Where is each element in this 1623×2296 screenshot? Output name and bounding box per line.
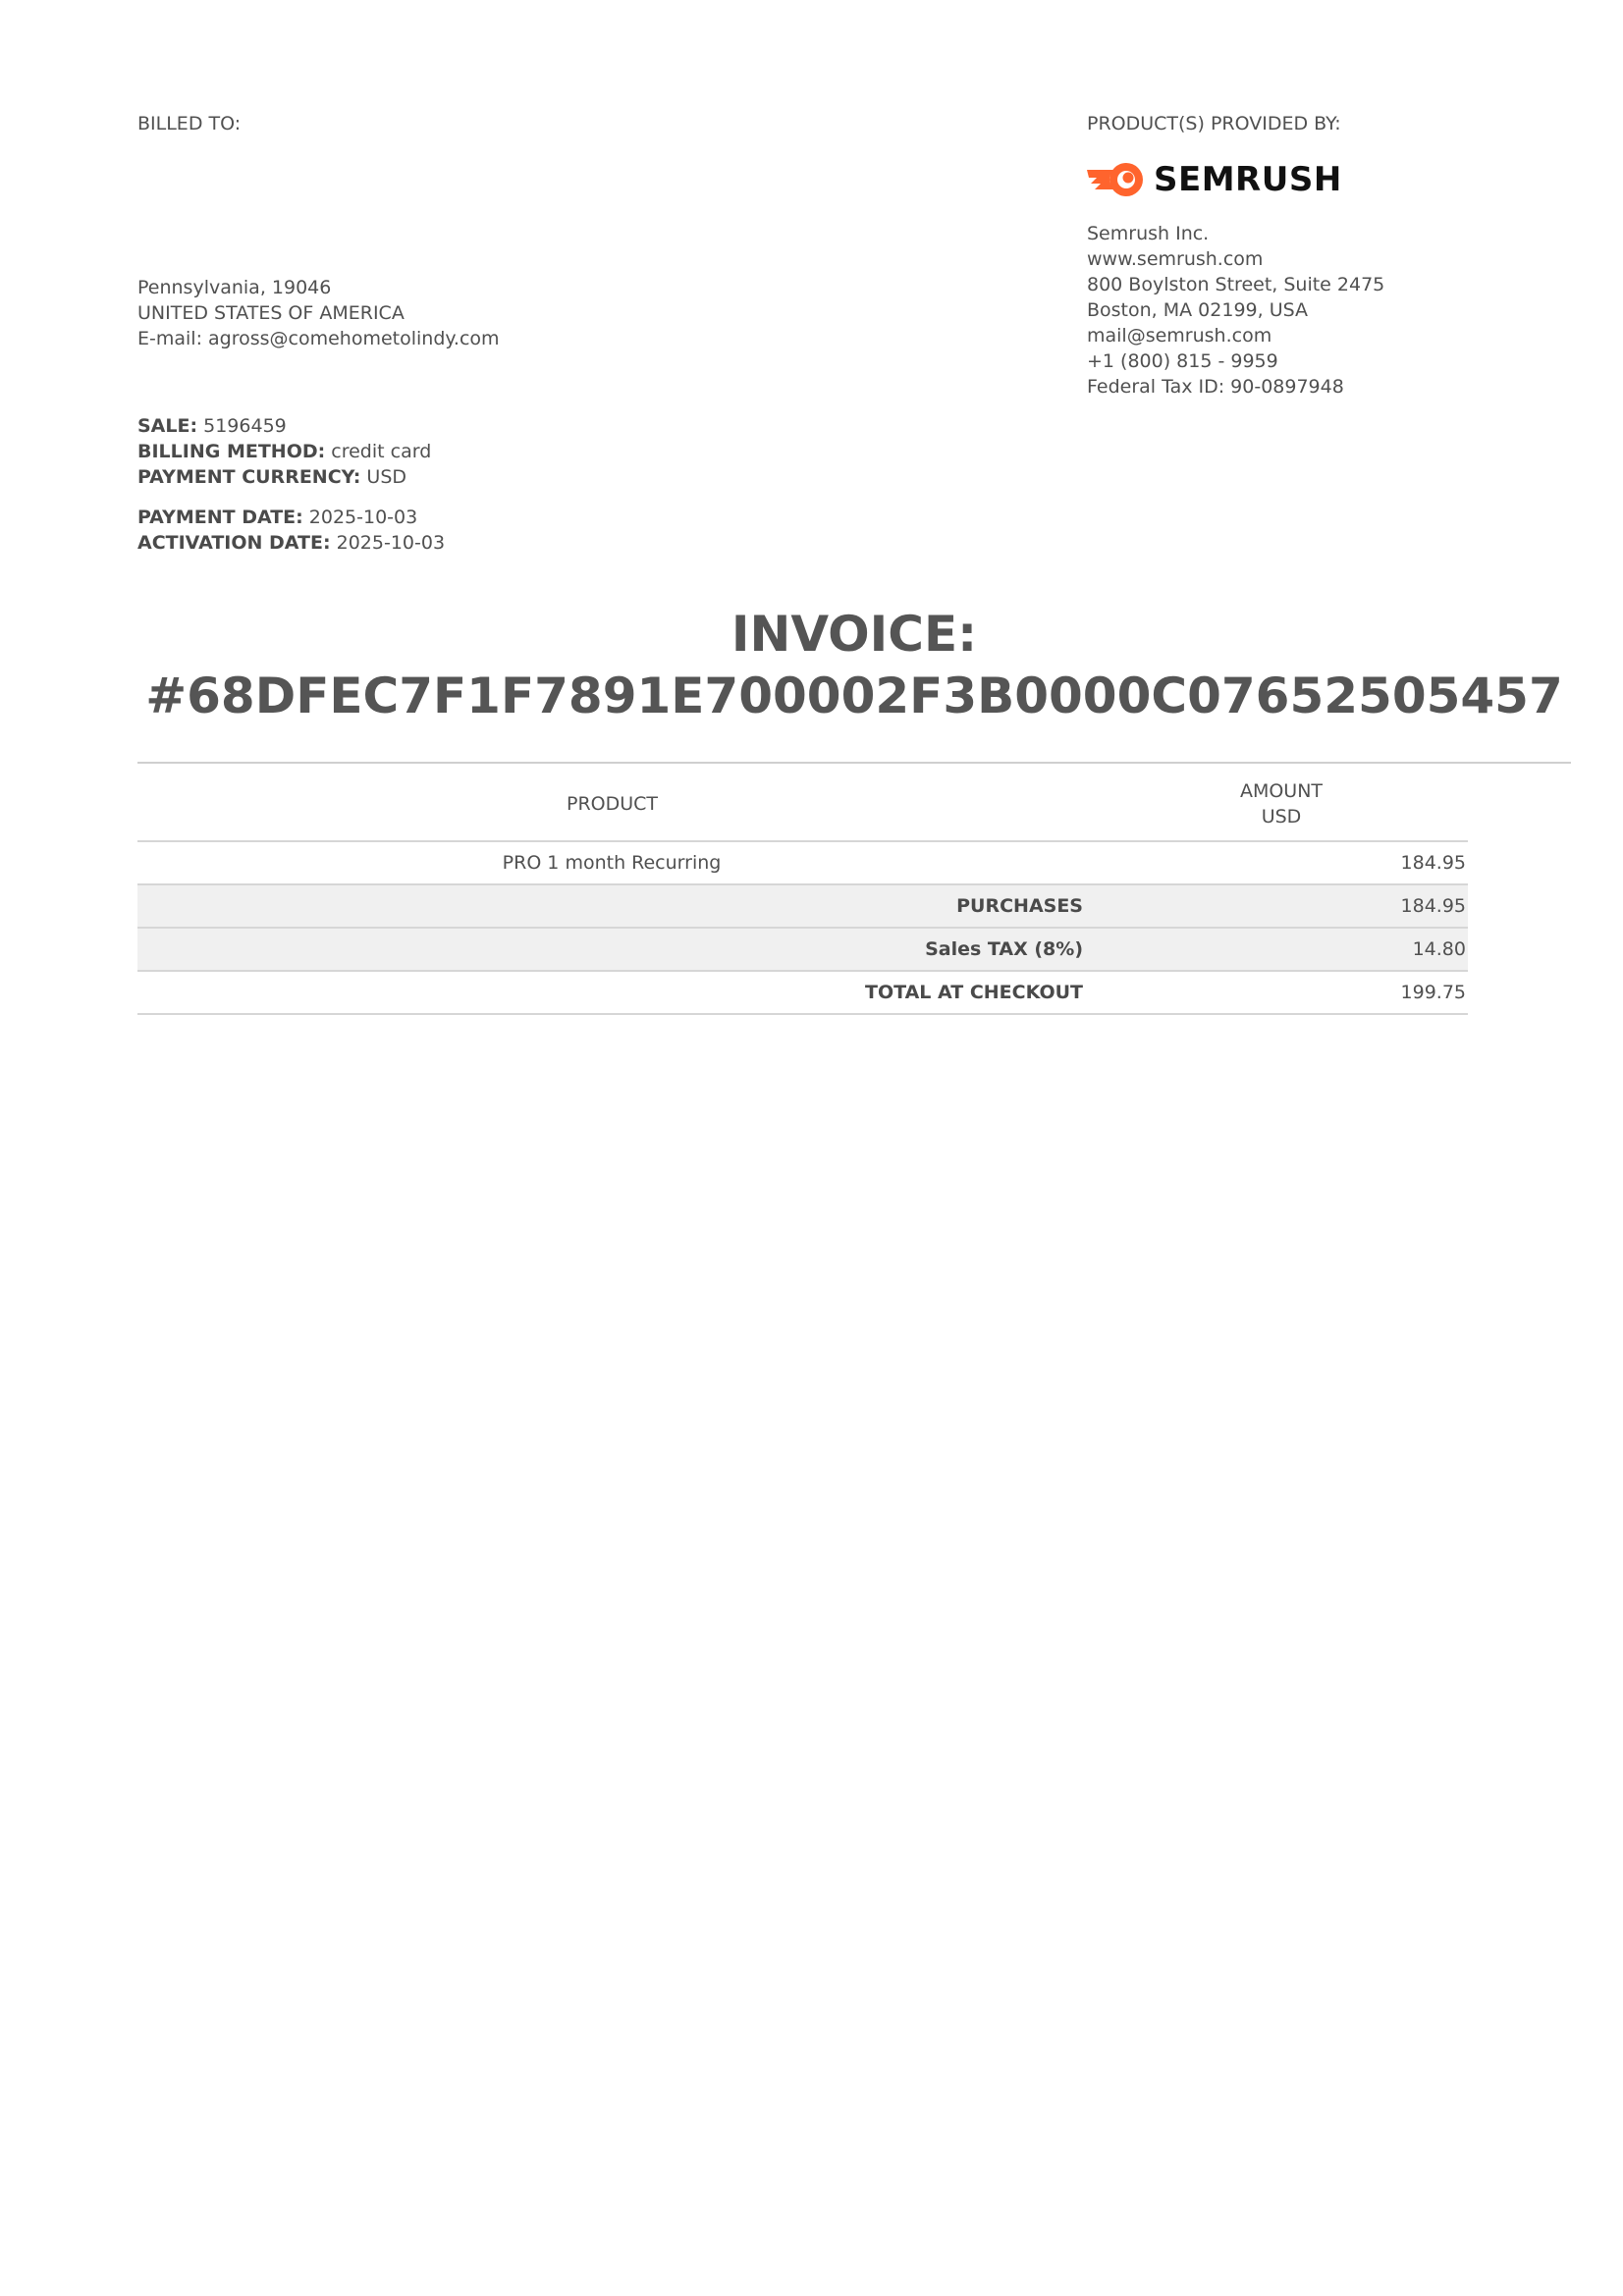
sale-value: 5196459 <box>203 415 287 437</box>
total-label: TOTAL AT CHECKOUT <box>137 971 1086 1014</box>
item-product: PRO 1 month Recurring <box>137 841 1086 884</box>
activation-date-row <box>137 530 445 556</box>
billing-method-value: credit card <box>331 441 432 462</box>
invoice-items-table <box>137 768 1468 1015</box>
semrush-logo <box>1085 159 1342 200</box>
semrush-logo-text: SEMRUSH <box>1154 160 1342 199</box>
activation-date-label: ACTIVATION DATE: <box>137 532 331 554</box>
header-product: PRODUCT <box>137 768 1086 841</box>
purchases-amount: 184.95 <box>1086 884 1468 928</box>
payment-currency-value: USD <box>366 466 407 488</box>
billed-address-line: UNITED STATES OF AMERICA <box>137 302 405 324</box>
title-divider <box>137 762 1571 764</box>
provider-company: Semrush Inc. <box>1087 223 1210 244</box>
table-row <box>137 841 1468 884</box>
invoice-title: INVOICE: <box>730 606 978 663</box>
billed-to-address <box>137 275 500 351</box>
payment-info <box>137 505 445 556</box>
invoice-number: #68DFEC7F1F7891E700002F3B0000C07652505457 <box>145 667 1563 724</box>
tax-amount: 14.80 <box>1086 928 1468 971</box>
provider-tax-id: Federal Tax ID: 90-0897948 <box>1087 376 1344 398</box>
sale-label: SALE: <box>137 415 198 437</box>
activation-date-value: 2025-10-03 <box>336 532 446 554</box>
total-row <box>137 971 1468 1014</box>
provider-website: www.semrush.com <box>1087 248 1264 270</box>
billed-email: E-mail: agross@comehometolindy.com <box>137 328 500 349</box>
table-header-row <box>137 768 1468 841</box>
provider-phone: +1 (800) 815 - 9959 <box>1087 350 1278 372</box>
provider-heading: PRODUCT(S) PROVIDED BY: <box>1087 113 1341 134</box>
billing-method-label: BILLING METHOD: <box>137 441 326 462</box>
header-amount <box>1086 768 1468 841</box>
purchases-label: PURCHASES <box>137 884 1086 928</box>
tax-row <box>137 928 1468 971</box>
provider-email: mail@semrush.com <box>1087 325 1272 347</box>
provider-city: Boston, MA 02199, USA <box>1087 299 1309 321</box>
payment-date-value: 2025-10-03 <box>308 507 418 528</box>
billed-to-heading: BILLED TO: <box>137 113 242 134</box>
sale-info <box>137 413 431 490</box>
tax-label: Sales TAX (8%) <box>137 928 1086 971</box>
billed-address-line: Pennsylvania, 19046 <box>137 277 332 298</box>
total-amount: 199.75 <box>1086 971 1468 1014</box>
header-amount-label: AMOUNT <box>1239 780 1324 802</box>
payment-date-row <box>137 505 445 530</box>
provider-address <box>1087 221 1384 400</box>
payment-date-label: PAYMENT DATE: <box>137 507 303 528</box>
purchases-row <box>137 884 1468 928</box>
billing-method-row <box>137 439 431 464</box>
semrush-logo-icon <box>1085 161 1146 198</box>
item-amount: 184.95 <box>1086 841 1468 884</box>
payment-currency-row <box>137 464 431 490</box>
sale-row <box>137 413 431 439</box>
provider-street: 800 Boylston Street, Suite 2475 <box>1087 274 1385 295</box>
header-amount-currency: USD <box>1261 806 1302 828</box>
payment-currency-label: PAYMENT CURRENCY: <box>137 466 361 488</box>
